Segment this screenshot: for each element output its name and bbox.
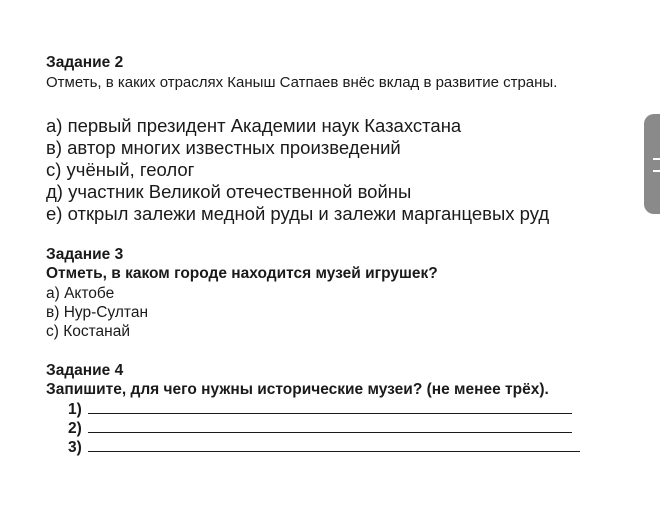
- side-expand-tab[interactable]: [644, 114, 660, 214]
- task3-question: Отметь, в каком городе находится музей игрушек?: [46, 265, 438, 282]
- expand-handle-icon: [653, 158, 660, 172]
- answer-line-1[interactable]: [68, 401, 572, 419]
- task2-option-a: а) первый президент Академии наук Казахстана: [46, 115, 462, 136]
- task3-option-c: с) Костанай: [46, 323, 131, 340]
- task3-option-a: а) Актобе: [46, 285, 115, 302]
- answer-number: 3): [68, 439, 82, 456]
- task2-option-d: д) участник Великой отечественной войны: [46, 181, 412, 202]
- task2-option-c: с) учёный, геолог: [46, 159, 195, 180]
- answer-line-2[interactable]: [68, 420, 572, 438]
- blank-rule: [88, 420, 572, 433]
- blank-rule: [88, 401, 572, 414]
- task2-option-b: в) автор многих известных произведений: [46, 137, 401, 158]
- answer-number: 2): [68, 420, 82, 437]
- task2-question: Отметь, в каких отраслях Каныш Сатпаев внёс вклад в развитие страны.: [46, 74, 558, 91]
- answer-number: 1): [68, 401, 82, 418]
- task3-title: Задание 3: [46, 246, 124, 263]
- task3-option-b: в) Нур-Султан: [46, 304, 149, 321]
- task4-title: Задание 4: [46, 362, 124, 379]
- task2-option-e: е) открыл залежи медной руды и залежи марганцевых руд: [46, 203, 550, 224]
- answer-line-3[interactable]: [68, 439, 580, 457]
- task2-title: Задание 2: [46, 54, 124, 71]
- task4-question: Запишите, для чего нужны исторические музеи? (не менее трёх).: [46, 381, 549, 398]
- blank-rule: [88, 439, 580, 452]
